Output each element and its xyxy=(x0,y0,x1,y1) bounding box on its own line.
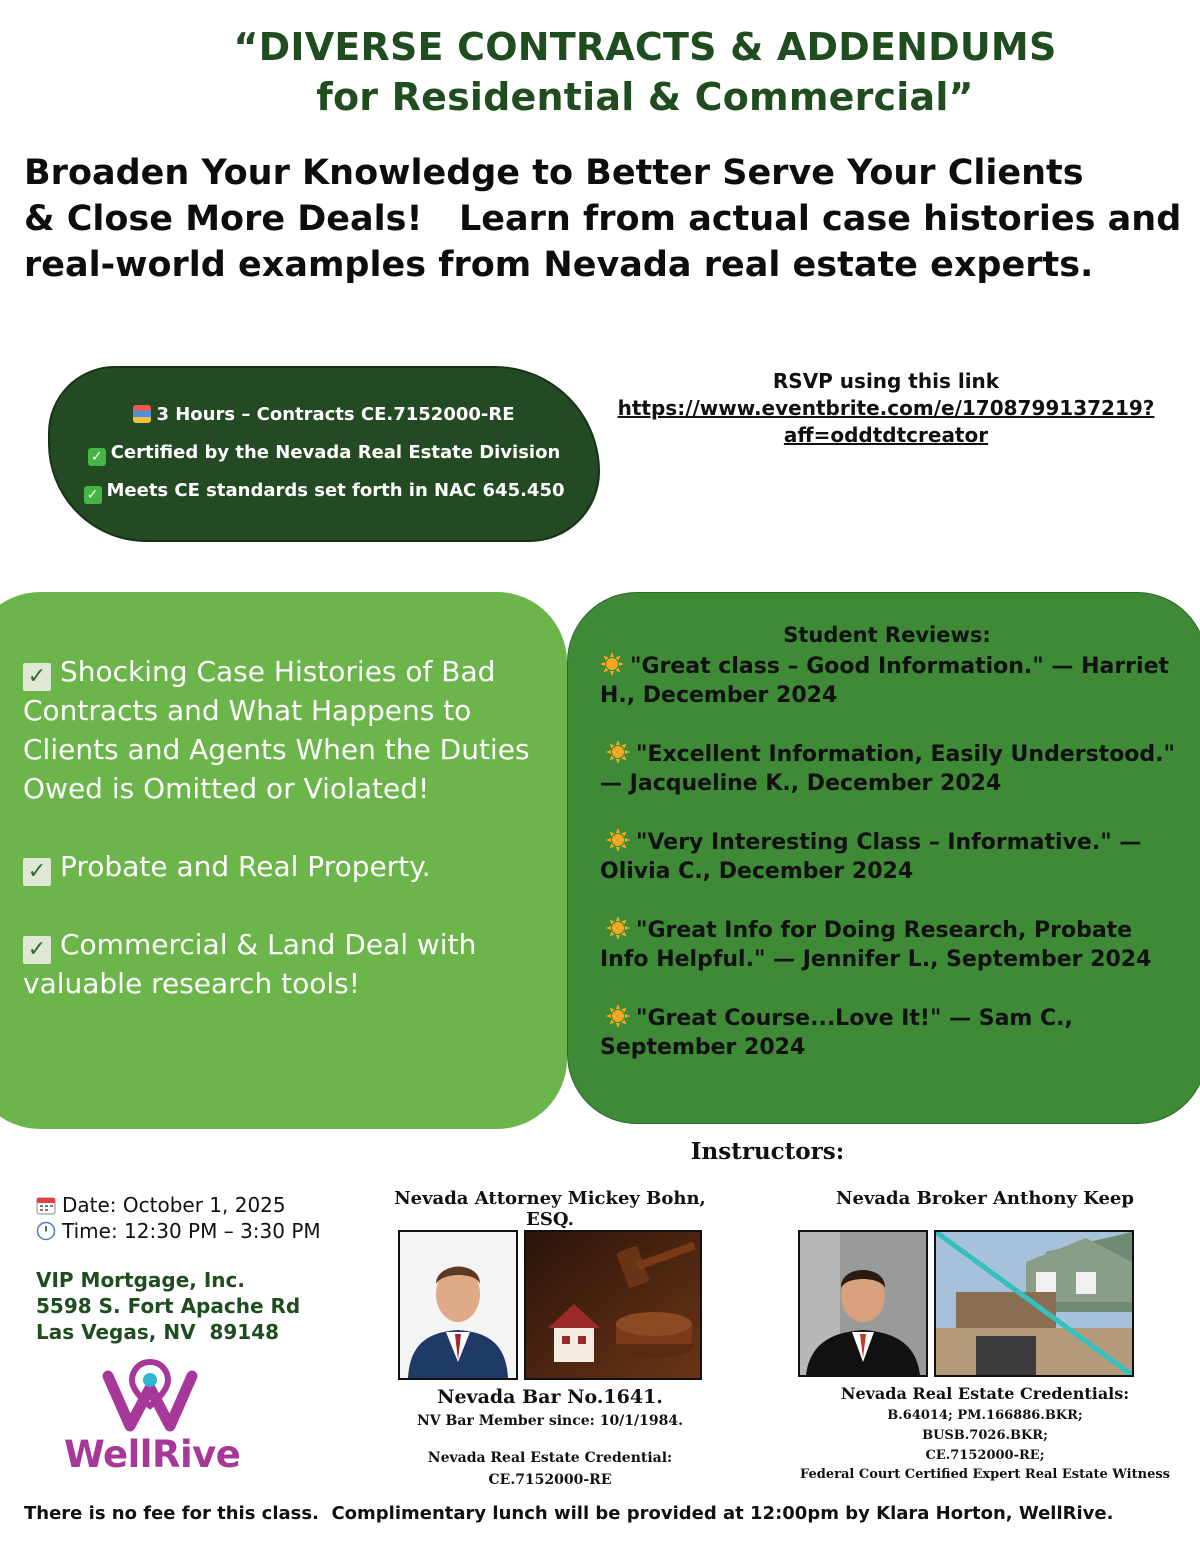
check-icon: ✓ xyxy=(23,663,51,691)
venue-street: 5598 S. Fort Apache Rd xyxy=(36,1294,301,1318)
check-icon: ✓ xyxy=(23,858,51,886)
footer-note: There is no fee for this class. Complimentary lunch will be provided at 12:00pm by Klara Horton, WellRive. xyxy=(24,1503,1114,1524)
rsvp-link-line-1[interactable]: https://www.eventbrite.com/e/1708799137219? xyxy=(617,396,1155,420)
review-item xyxy=(600,828,1180,886)
event-time xyxy=(36,1218,321,1244)
keep-credentials-label: Nevada Real Estate Credentials: xyxy=(840,1384,1130,1403)
lead-line-3: real-world examples from Nevada real estate experts. xyxy=(24,245,1094,285)
check-box-icon: ✓ xyxy=(88,448,106,466)
sun-icon xyxy=(606,828,630,852)
review-item xyxy=(600,1004,1180,1062)
keep-credential-3: CE.7152000-RE; xyxy=(925,1448,1045,1463)
venue-city: Las Vegas, NV 89148 xyxy=(36,1320,280,1344)
commercial-building-image xyxy=(934,1230,1134,1377)
bohn-portrait xyxy=(398,1230,518,1380)
sun-icon xyxy=(606,740,630,764)
rsvp-link[interactable] xyxy=(600,395,1172,449)
check-box-icon: ✓ xyxy=(84,486,102,504)
title-line-1: “DIVERSE CONTRACTS & ADDENDUMS xyxy=(233,25,1057,69)
ce-item xyxy=(50,404,598,425)
rsvp-label: RSVP using this link xyxy=(772,369,1000,393)
title-line-2: for Residential & Commercial” xyxy=(316,75,974,119)
keep-credential-4: Federal Court Certified Expert Real Estate Witness xyxy=(800,1467,1170,1482)
ce-item xyxy=(50,442,598,466)
sun-icon xyxy=(606,1004,630,1028)
ce-item-text: Certified by the Nevada Real Estate Division xyxy=(110,442,561,463)
keep-credential-1: B.64014; PM.166886.BKR; xyxy=(887,1408,1083,1423)
ce-info-box xyxy=(48,366,600,542)
review-text: "Excellent Information, Easily Understood." — Jacqueline K., December 2024 xyxy=(600,742,1175,796)
instructor-name-bohn: Nevada Attorney Mickey Bohn, ESQ. xyxy=(394,1188,706,1230)
wellrive-logo-text: WellRive xyxy=(64,1433,241,1476)
feature-text: Commercial & Land Deal with valuable research tools! xyxy=(23,928,477,1000)
lead-text xyxy=(24,150,1194,288)
sun-icon xyxy=(606,916,630,940)
bohn-bar-since: NV Bar Member since: 10/1/1984. xyxy=(417,1413,683,1429)
venue-name: VIP Mortgage, Inc. xyxy=(36,1268,245,1292)
review-item xyxy=(600,740,1180,798)
feature-item xyxy=(23,925,563,1003)
instructor-name-keep: Nevada Broker Anthony Keep xyxy=(836,1188,1134,1209)
feature-item xyxy=(23,847,563,886)
event-time-text: Time: 12:30 PM – 3:30 PM xyxy=(62,1219,321,1243)
bohn-bar-number: Nevada Bar No.1641. xyxy=(437,1386,663,1408)
check-icon: ✓ xyxy=(23,936,51,964)
lead-line-1: Broaden Your Knowledge to Better Serve Your Clients xyxy=(24,153,1084,193)
event-date xyxy=(36,1192,321,1218)
keep-portrait xyxy=(798,1230,928,1377)
flyer-title xyxy=(0,22,1200,122)
bohn-credential: CE.7152000-RE xyxy=(488,1472,612,1488)
gavel-image xyxy=(524,1230,702,1380)
review-item xyxy=(600,916,1180,974)
feature-text: Shocking Case Histories of Bad Contracts and What Happens to Clients and Agents When the Duties Owed is Omitted or Violated! xyxy=(23,655,530,805)
rsvp-block xyxy=(600,368,1172,449)
ce-item-text: 3 Hours – Contracts CE.7152000-RE xyxy=(156,404,515,425)
ce-item-text: Meets CE standards set forth in NAC 645.450 xyxy=(106,480,565,501)
review-text: "Great Course...Love It!" — Sam C., September 2024 xyxy=(600,1006,1073,1060)
venue-address xyxy=(36,1267,300,1345)
review-text: "Great Info for Doing Research, Probate Info Helpful." — Jennifer L., September 2024 xyxy=(600,918,1152,972)
rsvp-link-line-2[interactable]: aff=oddtdtcreator xyxy=(783,423,989,447)
instructors-title: Instructors: xyxy=(690,1138,845,1165)
clock-icon xyxy=(36,1221,56,1241)
feature-text: Probate and Real Property. xyxy=(60,850,431,883)
books-icon xyxy=(133,405,151,423)
event-date-text: Date: October 1, 2025 xyxy=(62,1193,286,1217)
bohn-credential-label: Nevada Real Estate Credential: xyxy=(427,1450,673,1466)
lead-line-2: & Close More Deals! Learn from actual case histories and xyxy=(24,199,1182,239)
review-text: "Very Interesting Class – Informative." — Olivia C., December 2024 xyxy=(600,830,1142,884)
event-datetime xyxy=(36,1192,321,1244)
sun-icon xyxy=(600,652,624,676)
feature-item xyxy=(23,652,563,808)
keep-credential-2: BUSB.7026.BKR; xyxy=(922,1428,1048,1443)
reviews-title: Student Reviews: xyxy=(783,623,991,647)
calendar-icon xyxy=(36,1195,56,1215)
review-item xyxy=(600,652,1180,710)
ce-item xyxy=(50,480,598,504)
review-text: "Great class – Good Information." — Harriet H., December 2024 xyxy=(600,654,1169,708)
